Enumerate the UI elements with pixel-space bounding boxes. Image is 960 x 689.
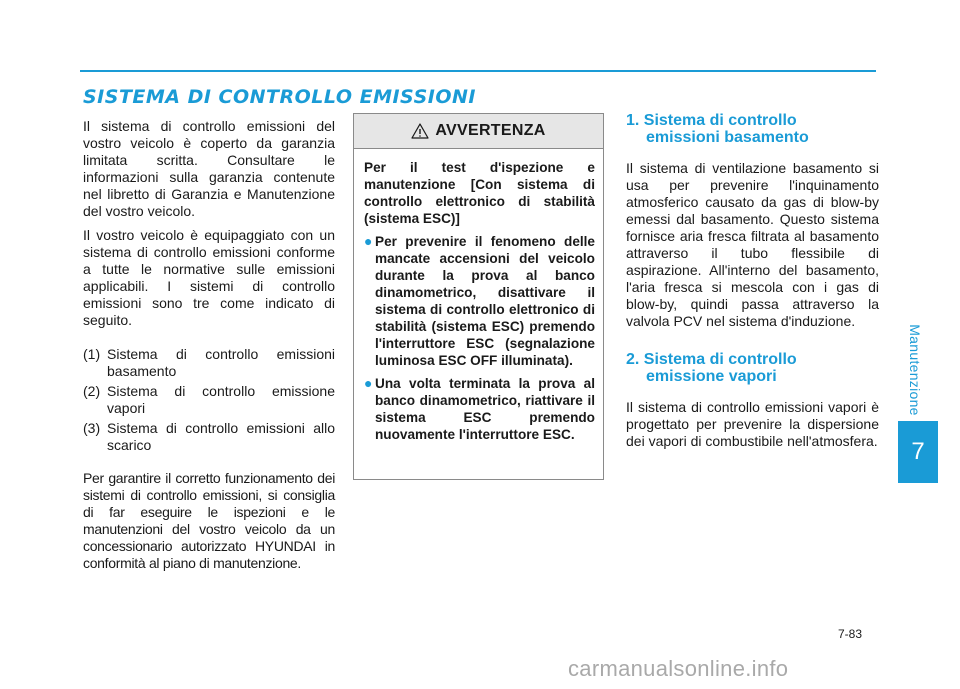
warning-title: AVVERTENZA — [435, 122, 546, 139]
subsection-title-1 — [626, 112, 879, 146]
list-item-number: (2) — [83, 383, 101, 399]
details-column — [626, 112, 879, 450]
chapter-name: Manutenzione — [907, 324, 923, 416]
list-item-text: Sistema di controllo emissioni basamento — [107, 346, 335, 379]
subsection-title-2 — [626, 351, 879, 385]
warning-box — [353, 113, 604, 480]
bullet-icon: ● — [364, 375, 373, 391]
warning-intro: Per il test d'ispezione e manutenzione [Con sistema di controllo elettronico di stabilità (sistema ESC)] — [364, 160, 595, 226]
list-item — [83, 346, 335, 380]
warning-bullet-text: Per prevenire il fenomeno delle mancate accensioni del veicolo durante la prova al banco dinamometrico, disattivare il sistema di controllo elettronico di stabilità (sistema ESC) premendo l'interruttore ESC (segnalazione luminosa ESC OFF illuminata). — [375, 234, 595, 368]
list-item-text: Sistema di controllo emissioni allo scarico — [107, 420, 335, 453]
top-divider — [80, 70, 876, 72]
warning-bullet — [364, 375, 595, 443]
intro-paragraph-1: Il sistema di controllo emissioni del vostro veicolo è coperto da garanzia limitata scritta. Consultare le informazioni sulla garanzia contenute nel libretto di Garanzia e Manutenzione del vostro veicolo. — [83, 118, 335, 219]
warning-header — [354, 114, 603, 149]
chapter-side-label — [890, 320, 940, 420]
warning-bullet-text: Una volta terminata la prova al banco dinamometrico, riattivare il sistema ESC premendo nuovamente l'interruttore ESC. — [375, 376, 595, 442]
list-item-number: (3) — [83, 420, 101, 436]
chapter-tab: 7 — [898, 421, 938, 483]
intro-paragraph-2: Il vostro veicolo è equipaggiato con un sistema di controllo emissioni conforme a tutte le normative sulle emissioni applicabili. I sistemi di controllo emissioni sono tre come indicato di seguito. — [83, 227, 335, 328]
subsection-title-2-line-a: 2. Sistema di controllo — [626, 351, 797, 368]
page-number: 7-83 — [838, 627, 863, 641]
emission-systems-list — [83, 346, 335, 454]
intro-paragraph-3: Per garantire il corretto funzionamento dei sistemi di controllo emissioni, si consiglia di far eseguire le ispezioni e le manutenzioni del vostro veicolo da un concessionario autorizzato HYUNDAI in conformità al piano di manutenzione. — [83, 470, 335, 571]
warning-body — [354, 149, 603, 443]
section-title: SISTEMA DI CONTROLLO EMISSIONI — [83, 86, 476, 108]
list-item-number: (1) — [83, 346, 101, 362]
warning-triangle-icon — [411, 123, 429, 139]
list-item — [83, 383, 335, 417]
bullet-icon: ● — [364, 233, 373, 249]
subsection-body-2: Il sistema di controllo emissioni vapori è progettato per prevenire la dispersione dei vapori di combustibile nell'atmosfera. — [626, 399, 879, 449]
list-item-text: Sistema di controllo emissione vapori — [107, 383, 335, 416]
subsection-title-1-line-b: emissioni basamento — [646, 129, 809, 146]
subsection-title-1-line-a: 1. Sistema di controllo — [626, 112, 797, 129]
intro-column — [83, 118, 335, 572]
subsection-body-1: Il sistema di ventilazione basamento si usa per prevenire l'inquinamento atmosferico causato da gas di blow-by emessi dal basamento. Questo sistema fornisce aria fresca filtrata al basamento attraverso il tubo flessibile di aspirazione. All'interno del basamento, l'aria fresca si mescola con i gas di blow-by, quindi passa attraverso la valvola PCV nel sistema d'induzione. — [626, 160, 879, 329]
watermark: carmanualsonline.info — [568, 656, 789, 681]
list-item — [83, 420, 335, 454]
subsection-title-2-line-b: emissione vapori — [646, 368, 777, 385]
warning-bullet — [364, 233, 595, 369]
